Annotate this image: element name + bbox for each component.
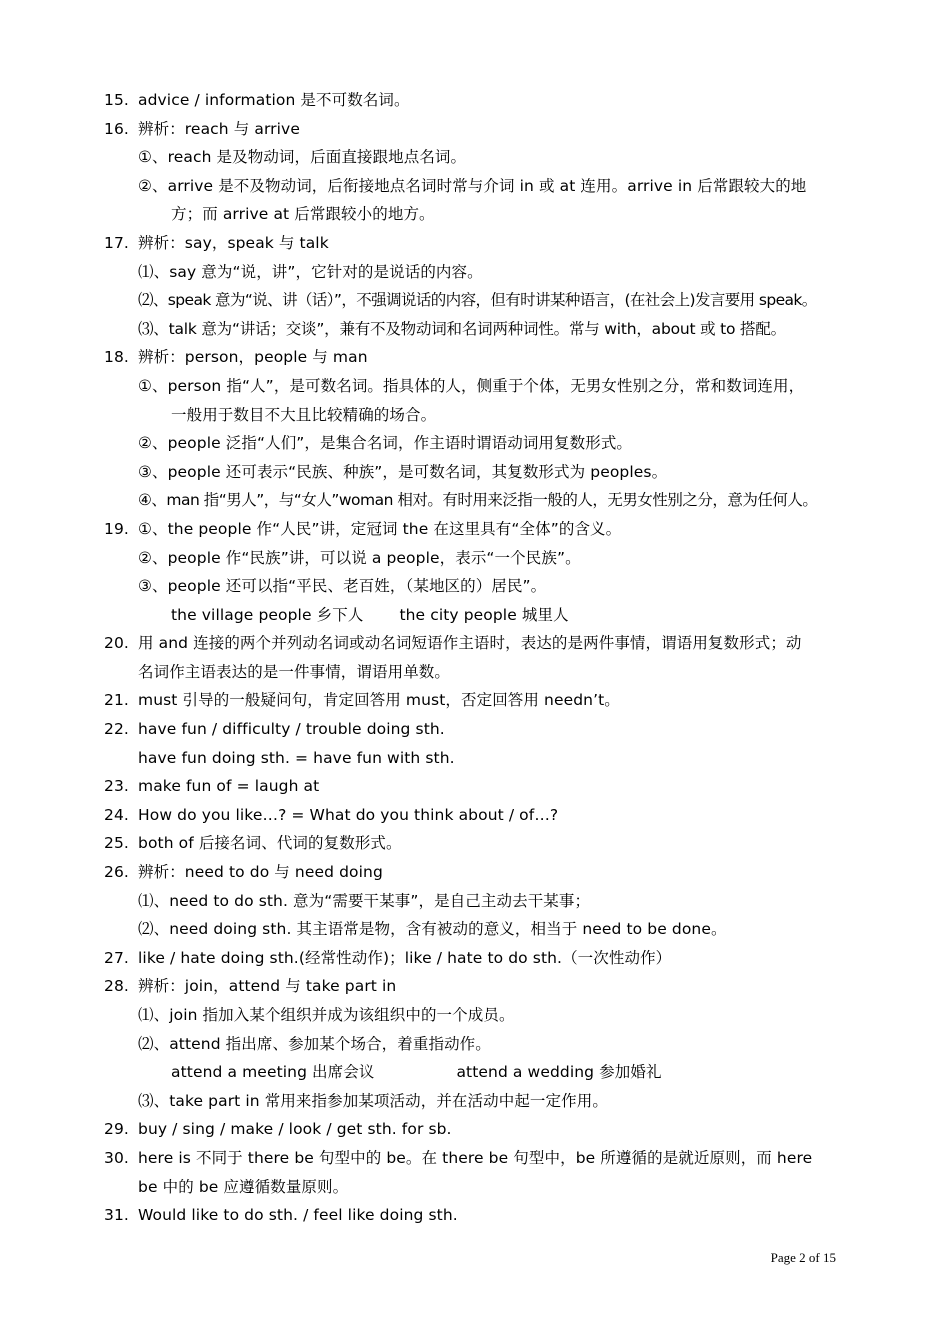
item-19-sub-3: ③、people 还可以指“平民、老百姓，（某地区的）居民”。 (138, 577, 547, 596)
item-16: 16. 辨析：reach 与 arrive (104, 119, 300, 138)
item-27: 27. like / hate doing sth.(经常性动作)；like / hate to do sth.（一次性动作） (104, 948, 672, 967)
item-19-examples: the village people 乡下人 the city people 城里人 (171, 605, 569, 624)
item-26: 26. 辨析：need to do 与 need doing (104, 863, 383, 882)
item-17: 17. 辨析：say，speak 与 talk (104, 233, 329, 252)
item-18-sub-1: ①、person 指“人”，是可数名词。指具体的人，侧重于个体，无男女性别之分，常和数词连用， (138, 376, 805, 395)
item-22-cont: have fun doing sth. = have fun with sth. (138, 748, 455, 767)
item-28-sub-1: ⑴、join 指加入某个组织并成为该组织中的一个成员。 (138, 1006, 515, 1024)
item-18-sub-1-cont: 一般用于数目不大且比较精确的场合。 (171, 405, 437, 424)
item-20: 20. 用 and 连接的两个并列动名词或动名词短语作主语时，表达的是两件事情，谓语用复数形式；动 (104, 634, 802, 653)
item-19: 19. ①、the people 作“人民”讲，定冠词 the 在这里具有“全体”的含义。 (104, 519, 622, 538)
item-17-sub-2: ⑵、speak 意为“说、讲（话）”，不强调说话的内容，但有时讲某种语言，(在社会上)发言要用 speak。 (138, 291, 817, 310)
notes-list (104, 86, 852, 1230)
item-31: 31. Would like to do sth. / feel like doing sth. (104, 1206, 458, 1225)
item-23: 23. make fun of = laugh at (104, 777, 320, 796)
item-15: 15. advice / information 是不可数名词。 (104, 91, 410, 109)
item-16-sub-1: ①、reach 是及物动词，后面直接跟地点名词。 (138, 148, 467, 167)
item-24: 24. How do you like…? = What do you think about / of…? (104, 805, 559, 824)
item-28-sub-3: ⑶、take part in 常用来指参加某项活动，并在活动中起一定作用。 (138, 1091, 608, 1110)
item-30-cont: be 中的 be 应遵循数量原则。 (138, 1177, 349, 1196)
page-number-footer: Page 2 of 15 (770, 1250, 836, 1265)
item-16-sub-2: ②、arrive 是不及物动词，后衔接地点名词时常与介词 in 或 at 连用。arrive in 后常跟较大的地 (138, 176, 807, 195)
item-30: 30. here is 不同于 there be 句型中的 be。在 there be 句型中，be 所遵循的是就近原则，而 here (104, 1148, 813, 1167)
item-16-sub-2-cont: 方；而 arrive at 后常跟较小的地方。 (171, 205, 435, 224)
item-18-sub-2: ②、people 泛指“人们”，是集合名词，作主语时谓语动词用复数形式。 (138, 434, 633, 453)
item-18-sub-3: ③、people 还可表示“民族、种族”，是可数名词，其复数形式为 peoples。 (138, 462, 668, 481)
item-25: 25. both of 后接名词、代词的复数形式。 (104, 834, 402, 853)
item-17-sub-3: ⑶、talk 意为“讲话；交谈”，兼有不及物动词和名词两种词性。常与 with，about 或 to 搭配。 (138, 319, 786, 338)
item-29: 29. buy / sing / make / look / get sth. for sb. (104, 1120, 452, 1139)
item-26-sub-1: ⑴、need to do sth. 意为“需要干某事”，是自己主动去干某事； (138, 891, 591, 910)
item-18: 18. 辨析：person，people 与 man (104, 348, 368, 367)
item-20-cont: 名词作主语表达的是一件事情，谓语用单数。 (138, 662, 451, 681)
item-28-examples: attend a meeting 出席会议 attend a wedding 参加婚礼 (171, 1063, 662, 1082)
item-21: 21. must 引导的一般疑问句，肯定回答用 must，否定回答用 needn’t。 (104, 691, 620, 710)
item-17-sub-1: ⑴、say 意为“说，讲”，它针对的是说话的内容。 (138, 262, 483, 281)
item-18-sub-4: ④、man 指“男人”，与“女人”woman 相对。有时用来泛指一般的人，无男女性别之分，意为任何人。 (138, 491, 818, 510)
item-28-sub-2: ⑵、attend 指出席、参加某个场合，着重指动作。 (138, 1034, 491, 1053)
item-26-sub-2: ⑵、need doing sth. 其主语常是物，含有被动的意义，相当于 need to be done。 (138, 920, 727, 939)
item-28: 28. 辨析：join，attend 与 take part in (104, 977, 397, 996)
item-22: 22. have fun / difficulty / trouble doing sth. (104, 720, 445, 739)
item-19-sub-2: ②、people 作“民族”讲，可以说 a people，表示“一个民族”。 (138, 548, 581, 567)
